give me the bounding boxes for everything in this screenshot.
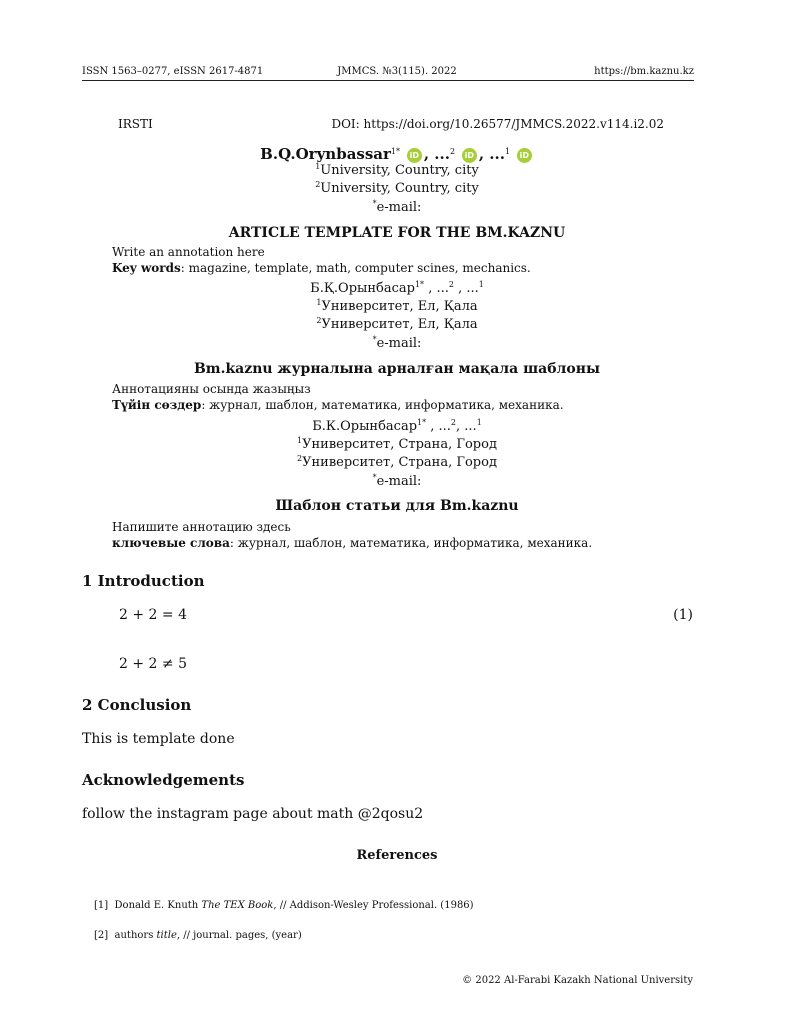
kz-keywords [112,398,564,412]
footer [462,975,693,986]
ru-email-sup: * [372,473,377,482]
ru-keywords-label: ключевые слова [112,536,230,550]
kz-keywords-label: Түйін сөздер [112,398,202,412]
kz-aff2-text: Университет, Ел, Қала [321,317,478,332]
copyright-icon: © [462,975,473,986]
en-email-sup: * [372,199,377,208]
ack-text: follow the instagram page about math @2qosu2 [82,806,424,822]
reference-2-author: authors [114,930,157,941]
ru-email [0,474,794,489]
kz-email-text: e-mail: [376,336,422,351]
reference-2-number: [2] [94,930,109,941]
ru-email-text: e-mail: [376,474,422,489]
header-journal: JMMCS. №3(115). 2022 [337,66,457,77]
kz-aff1-sup: 1 [316,298,322,307]
ru-authors [0,419,794,434]
ack-heading: Acknowledgements [82,771,245,789]
reference-1-number: [1] [94,900,109,911]
ru-author-sup2: 2 [450,418,457,427]
doi-link[interactable]: DOI: https://doi.org/10.26577/JMMCS.2022.v114.i2.02 [331,117,664,131]
kz-author-sup2: 2 [448,280,454,289]
en-aff1-text: University, Country, city [320,163,479,178]
ru-affiliation-1 [0,437,794,452]
kz-keywords-text: : журнал, шаблон, математика, информатика, механика. [201,398,564,412]
reference-2 [94,930,302,941]
reference-1 [94,900,474,911]
ru-title: Шаблон статьи для Bm.kaznu [275,498,519,514]
orcid-icon[interactable]: iD [462,148,477,163]
kz-email-sup: * [372,335,377,344]
equation-1-number: (1) [673,607,693,623]
en-author3: , ... [478,145,505,163]
en-email [0,200,794,215]
ru-keywords-text: : журнал, шаблон, математика, информатика, механика. [229,536,593,550]
en-author3-sup: 1 [504,147,511,156]
en-keywords-label: Key words [112,261,181,275]
kz-author-sup3: 1 [478,280,484,289]
ru-author3: , ... [456,419,477,434]
orcid-icon[interactable]: iD [517,148,532,163]
en-author2: , ... [423,145,450,163]
ru-author-main: Б.К.Орынбасар [312,419,418,434]
irsti-label: IRSTI [118,117,153,131]
kz-author3: , ... [453,281,479,296]
kz-email [0,336,794,351]
header-issn: ISSN 1563–0277, eISSN 2617-4871 [82,66,264,77]
kz-authors [0,281,794,296]
reference-1-source: , // Addison-Wesley Professional. (1986) [273,900,474,911]
en-affiliation-2 [0,181,794,196]
en-author-main: B.Q.Orynbassar [260,145,391,163]
kz-author-sup1: 1* [414,280,425,289]
kz-aff1-text: Университет, Ел, Қала [321,299,478,314]
header-url[interactable]: https://bm.kaznu.kz [594,66,694,77]
reference-1-author: Donald E. Knuth [114,900,202,911]
kz-title: Bm.kaznu журналына арналған мақала шаблоны [193,361,601,377]
en-email-text: e-mail: [376,200,422,215]
kz-affiliation-1 [0,299,794,314]
ru-author2: , ... [426,419,451,434]
ru-annotation: Напишите аннотацию здесь [112,520,291,534]
en-aff2-text: University, Country, city [320,181,479,196]
kz-aff2-sup: 2 [316,316,322,325]
en-keywords [112,261,531,275]
ru-aff1-sup: 1 [297,436,303,445]
references-heading: References [356,848,438,863]
ru-aff2-sup: 2 [297,454,303,463]
kz-author-main: Б.Қ.Орынбасар [310,281,415,296]
kz-annotation: Аннотацияны осында жазыңыз [112,382,311,396]
orcid-icon[interactable]: iD [407,148,422,163]
reference-2-title: title [156,930,177,941]
ru-author-sup1: 1* [417,418,427,427]
en-author2-sup: 2 [449,147,456,156]
en-aff2-sup: 2 [315,180,321,189]
footer-text: 2022 Al-Farabi Kazakh National University [475,975,693,986]
en-keywords-text: : magazine, template, math, computer scines, mechanics. [180,261,531,275]
en-authors [0,145,794,163]
en-annotation: Write an annotation here [112,245,265,259]
ru-aff1-text: Университет, Страна, Город [302,437,497,452]
ru-author-sup3: 1 [476,418,482,427]
en-aff1-sup: 1 [315,162,321,171]
reference-1-title: The TEX Book [201,900,274,911]
ru-affiliation-2 [0,455,794,470]
en-affiliation-1 [0,163,794,178]
conclusion-text: This is template done [82,731,235,747]
en-author-main-sup: 1* [390,147,401,156]
kz-affiliation-2 [0,317,794,332]
conclusion-heading: 2 Conclusion [82,696,192,714]
reference-2-source: , // journal. pages, (year) [176,930,302,941]
ru-keywords [112,536,592,550]
ru-aff2-text: Университет, Страна, Город [302,455,497,470]
kz-author2: , ... [424,281,449,296]
equation-2: 2 + 2 ≠ 5 [119,656,187,672]
en-title: ARTICLE TEMPLATE FOR THE BM.KAZNU [228,225,566,241]
intro-heading: 1 Introduction [82,572,205,590]
header-rule [82,80,694,81]
equation-1: 2 + 2 = 4 [119,607,187,623]
